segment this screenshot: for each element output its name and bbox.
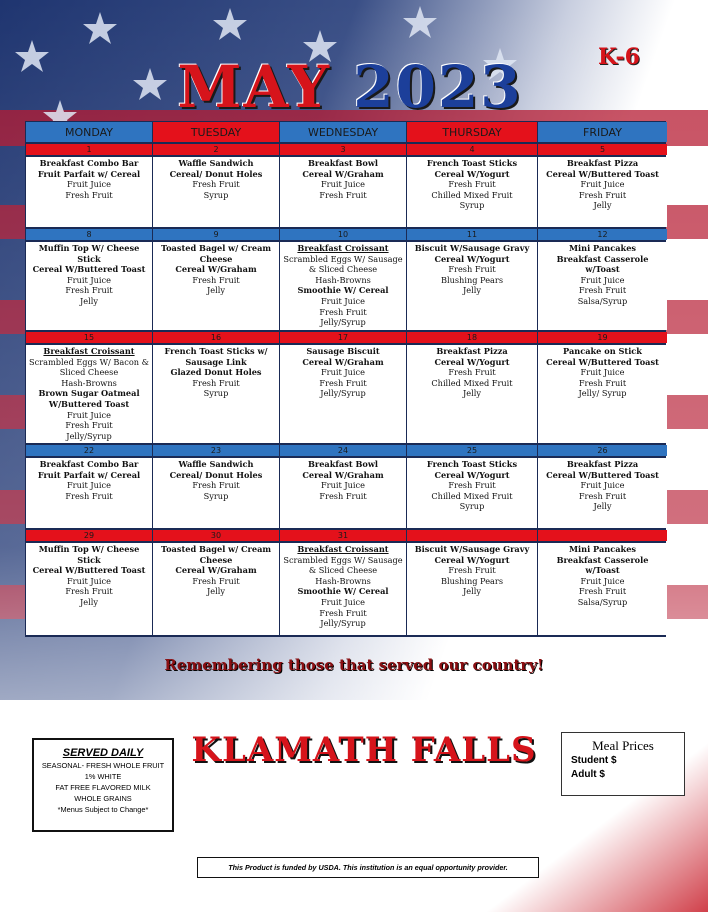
menu-day-cell bbox=[280, 242, 406, 330]
date-number bbox=[538, 530, 667, 541]
menu-item: Fresh Fruit bbox=[192, 179, 240, 190]
menu-item: Fresh Fruit bbox=[65, 490, 113, 501]
menu-item: Fruit Juice bbox=[580, 274, 625, 285]
menu-item: Breakfast Combo Bar bbox=[39, 459, 139, 469]
menu-item: Toasted Bagel w/ Cream Cheese bbox=[160, 243, 272, 264]
date-number: 31 bbox=[280, 530, 406, 541]
memorial-message: Remembering those that served our country! bbox=[164, 656, 544, 674]
menu-item: Fruit Juice bbox=[321, 596, 365, 607]
menu-item: Salsa/Syrup bbox=[577, 295, 628, 306]
day-header-thursday: THURSDAY bbox=[407, 122, 537, 142]
menu-item: Cereal W/Buttered Toast bbox=[546, 356, 659, 367]
menu-item: Fresh Fruit bbox=[65, 285, 113, 296]
menu-item: Fresh Fruit bbox=[65, 586, 113, 597]
menu-day-cell bbox=[407, 458, 537, 528]
menu-item: Fruit Juice bbox=[580, 480, 625, 491]
day-header-friday: FRIDAY bbox=[538, 122, 667, 142]
served-daily-item: FAT FREE FLAVORED MILK bbox=[55, 783, 151, 792]
menu-item: Breakfast Casserole w/Toast bbox=[556, 554, 649, 576]
menu-item: Fruit Juice bbox=[321, 367, 365, 378]
menu-item: Jelly bbox=[593, 501, 612, 512]
menu-item: Fresh Fruit bbox=[448, 179, 496, 190]
menu-item: Jelly/Syrup bbox=[320, 317, 366, 328]
menu-item: Cereal W/Yogurt bbox=[434, 168, 510, 179]
menu-item: Mini Pancakes bbox=[568, 243, 637, 253]
menu-item: French Toast Sticks w/ Sausage Link bbox=[164, 346, 268, 367]
menu-item: Chilled Mixed Fruit bbox=[431, 189, 513, 200]
date-number: 24 bbox=[280, 445, 406, 456]
menu-item: Waffle Sandwich bbox=[178, 459, 254, 469]
menu-item: Syrup bbox=[459, 200, 485, 211]
menu-day-cell bbox=[407, 157, 537, 227]
menu-item: Fresh Fruit bbox=[192, 575, 240, 586]
date-number: 25 bbox=[407, 445, 537, 456]
menu-item: Breakfast Pizza bbox=[566, 459, 639, 469]
menu-item: Hash-Browns bbox=[315, 274, 371, 285]
menu-item: Breakfast Bowl bbox=[307, 158, 379, 168]
menu-item: Fresh Fruit bbox=[578, 285, 627, 296]
menu-day-cell bbox=[538, 157, 667, 227]
day-header-tuesday: TUESDAY bbox=[153, 122, 279, 142]
menu-item: Fresh Fruit bbox=[65, 420, 113, 431]
menu-item: Jelly bbox=[463, 285, 481, 296]
date-number: 15 bbox=[26, 332, 152, 343]
menu-day-cell bbox=[407, 242, 537, 330]
menu-day-cell bbox=[280, 458, 406, 528]
menu-day-cell bbox=[26, 157, 152, 227]
date-number: 19 bbox=[538, 332, 667, 343]
menu-item: Fresh Fruit bbox=[448, 367, 496, 378]
menu-day-cell bbox=[26, 345, 152, 443]
served-daily-item: WHOLE GRAINS bbox=[74, 794, 132, 803]
menu-item: Glazed Donut Holes bbox=[170, 367, 262, 378]
date-number: 8 bbox=[26, 229, 152, 240]
menu-item: Fresh Fruit bbox=[319, 189, 367, 200]
served-daily-item: *Menus Subject to Change* bbox=[57, 805, 149, 814]
menu-day-cell bbox=[280, 543, 406, 635]
menu-item: Fresh Fruit bbox=[192, 377, 240, 388]
menu-item: Chilled Mixed Fruit bbox=[431, 490, 513, 501]
menu-item: Jelly/Syrup bbox=[66, 430, 112, 441]
menu-day-cell bbox=[407, 543, 537, 635]
menu-item: Smoothie W/ Cereal bbox=[297, 586, 389, 597]
menu-item: Cereal W/Graham bbox=[302, 356, 384, 367]
menu-item: Scrambled Eggs W/ Bacon & Sliced Cheese bbox=[29, 356, 149, 378]
menu-item: Breakfast Croissant bbox=[297, 544, 389, 554]
served-daily-heading: SERVED DAILY bbox=[62, 747, 144, 759]
date-number: 5 bbox=[538, 144, 667, 155]
menu-calendar bbox=[25, 121, 666, 637]
menu-item: Fresh Fruit bbox=[319, 607, 367, 618]
menu-item: Fresh Fruit bbox=[448, 565, 496, 576]
date-number bbox=[407, 530, 537, 541]
menu-item: Syrup bbox=[203, 388, 229, 399]
menu-item: Fresh Fruit bbox=[319, 306, 367, 317]
menu-day-cell bbox=[538, 242, 667, 330]
menu-item: Cereal W/Buttered Toast bbox=[546, 469, 659, 480]
date-number: 4 bbox=[407, 144, 537, 155]
menu-item: Muffin Top W/ Cheese Stick bbox=[38, 243, 140, 264]
menu-item: Cereal W/Buttered Toast bbox=[32, 565, 146, 576]
menu-item: Cereal W/Yogurt bbox=[434, 469, 510, 480]
menu-item: Jelly/ Syrup bbox=[578, 388, 627, 399]
menu-item: Fruit Juice bbox=[321, 480, 365, 491]
menu-item: Breakfast Pizza bbox=[566, 158, 639, 168]
menu-item: Cereal W/Yogurt bbox=[434, 253, 510, 264]
menu-day-cell bbox=[280, 157, 406, 227]
menu-item: Jelly/Syrup bbox=[320, 618, 366, 629]
menu-item: Cereal W/Graham bbox=[175, 264, 257, 275]
menu-item: French Toast Sticks bbox=[426, 158, 518, 168]
city-name: KLAMATH FALLS bbox=[191, 730, 537, 770]
menu-item: Cereal/ Donut Holes bbox=[169, 469, 263, 480]
menu-day-cell bbox=[153, 157, 279, 227]
menu-day-cell bbox=[26, 543, 152, 635]
menu-item: Fruit Juice bbox=[67, 409, 111, 420]
date-number: 16 bbox=[153, 332, 279, 343]
menu-item: Syrup bbox=[203, 189, 229, 200]
menu-item: Toasted Bagel w/ Cream Cheese bbox=[160, 544, 272, 565]
menu-item: Fruit Juice bbox=[67, 480, 111, 491]
title-year: 2023 bbox=[353, 53, 523, 121]
menu-item: Jelly bbox=[207, 285, 225, 296]
menu-item: Scrambled Eggs W/ Sausage & Sliced Cheese bbox=[283, 554, 403, 576]
menu-item: Fresh Fruit bbox=[192, 274, 240, 285]
menu-item: Fruit Juice bbox=[67, 274, 111, 285]
date-number: 18 bbox=[407, 332, 537, 343]
day-header-wednesday: WEDNESDAY bbox=[280, 122, 406, 142]
menu-item: Jelly bbox=[80, 295, 98, 306]
student-price: Student $ bbox=[571, 755, 617, 766]
menu-item: Breakfast Croissant bbox=[297, 243, 389, 253]
usda-disclaimer: This Product is funded by USDA. This institution is an equal opportunity provider. bbox=[197, 857, 539, 878]
menu-item: Waffle Sandwich bbox=[178, 158, 254, 168]
menu-item: Breakfast Combo Bar bbox=[39, 158, 139, 168]
menu-day-cell bbox=[538, 458, 667, 528]
menu-item: Jelly bbox=[80, 596, 98, 607]
date-number: 30 bbox=[153, 530, 279, 541]
menu-item: Fresh Fruit bbox=[578, 490, 627, 501]
adult-price: Adult $ bbox=[571, 769, 605, 780]
date-number: 1 bbox=[26, 144, 152, 155]
menu-item: Jelly bbox=[463, 388, 481, 399]
menu-item: Cereal W/Graham bbox=[302, 168, 384, 179]
menu-item: Jelly bbox=[463, 586, 481, 597]
menu-item: Fruit Parfait w/ Cereal bbox=[37, 469, 141, 480]
date-number: 12 bbox=[538, 229, 667, 240]
menu-item: Scrambled Eggs W/ Sausage & Sliced Cheese bbox=[283, 253, 403, 275]
grade-label: K-6 bbox=[598, 44, 640, 70]
menu-item: Fruit Juice bbox=[67, 179, 111, 190]
menu-day-cell bbox=[153, 543, 279, 635]
menu-item: Blushing Pears bbox=[440, 575, 504, 586]
menu-day-cell bbox=[26, 458, 152, 528]
menu-item: Sausage Biscuit bbox=[306, 346, 380, 356]
menu-day-cell bbox=[26, 242, 152, 330]
menu-item: French Toast Sticks bbox=[426, 459, 518, 469]
date-number: 11 bbox=[407, 229, 537, 240]
menu-item: Cereal W/Yogurt bbox=[434, 554, 510, 565]
date-number: 26 bbox=[538, 445, 667, 456]
menu-item: Muffin Top W/ Cheese Stick bbox=[38, 544, 140, 565]
date-number: 10 bbox=[280, 229, 406, 240]
menu-item: Fresh Fruit bbox=[319, 377, 367, 388]
date-number: 3 bbox=[280, 144, 406, 155]
menu-item: Hash-Browns bbox=[61, 377, 117, 388]
served-daily-box bbox=[32, 738, 174, 832]
menu-item: Cereal/ Donut Holes bbox=[169, 168, 263, 179]
menu-item: Pancake on Stick bbox=[563, 346, 642, 356]
menu-item: Jelly bbox=[207, 586, 225, 597]
menu-item: Cereal W/Buttered Toast bbox=[546, 168, 659, 179]
menu-item: Fruit Juice bbox=[580, 367, 625, 378]
menu-item: Fruit Juice bbox=[67, 575, 111, 586]
menu-day-cell bbox=[153, 242, 279, 330]
day-header-monday: MONDAY bbox=[26, 122, 152, 142]
menu-item: Salsa/Syrup bbox=[577, 596, 628, 607]
date-number: 9 bbox=[153, 229, 279, 240]
menu-item: Cereal W/Graham bbox=[302, 469, 384, 480]
menu-item: Jelly bbox=[593, 200, 612, 211]
menu-item: Fruit Juice bbox=[580, 179, 625, 190]
menu-item: Cereal W/Graham bbox=[175, 565, 257, 576]
served-daily-item: SEASONAL- FRESH WHOLE FRUIT bbox=[41, 761, 165, 770]
menu-day-cell bbox=[280, 345, 406, 443]
menu-item: Cereal W/Buttered Toast bbox=[32, 264, 146, 275]
date-number: 2 bbox=[153, 144, 279, 155]
menu-item: Fresh Fruit bbox=[448, 480, 496, 491]
menu-item: Fresh Fruit bbox=[578, 586, 627, 597]
menu-item: Fresh Fruit bbox=[578, 189, 627, 200]
menu-day-cell bbox=[538, 345, 667, 443]
menu-item: Cereal W/Yogurt bbox=[434, 356, 510, 367]
menu-item: Fresh Fruit bbox=[448, 264, 496, 275]
menu-item: Brown Sugar Oatmeal W/Buttered Toast bbox=[38, 388, 140, 409]
menu-item: Biscuit W/Sausage Gravy bbox=[414, 243, 530, 253]
menu-item: Fresh Fruit bbox=[319, 490, 367, 501]
served-daily-item: 1% WHITE bbox=[84, 772, 122, 781]
title-month: MAY bbox=[177, 53, 332, 121]
menu-day-cell bbox=[407, 345, 537, 443]
menu-item: Fresh Fruit bbox=[192, 480, 240, 491]
date-number: 22 bbox=[26, 445, 152, 456]
menu-item: Breakfast Casserole w/Toast bbox=[556, 253, 649, 275]
menu-item: Fruit Juice bbox=[321, 295, 365, 306]
menu-day-cell bbox=[153, 458, 279, 528]
menu-item: Breakfast Croissant bbox=[43, 346, 135, 356]
menu-day-cell bbox=[538, 543, 667, 635]
menu-item: Fruit Juice bbox=[580, 575, 625, 586]
date-number: 17 bbox=[280, 332, 406, 343]
menu-item: Fresh Fruit bbox=[65, 189, 113, 200]
menu-item: Biscuit W/Sausage Gravy bbox=[414, 544, 530, 554]
menu-item: Syrup bbox=[203, 490, 229, 501]
date-number: 29 bbox=[26, 530, 152, 541]
menu-item: Jelly/Syrup bbox=[320, 388, 366, 399]
menu-day-cell bbox=[153, 345, 279, 443]
menu-item: Fruit Juice bbox=[321, 179, 365, 190]
menu-item: Hash-Browns bbox=[315, 575, 371, 586]
menu-item: Breakfast Pizza bbox=[436, 346, 508, 356]
meal-prices-box bbox=[561, 732, 685, 796]
menu-item: Chilled Mixed Fruit bbox=[431, 377, 513, 388]
menu-item: Smoothie W/ Cereal bbox=[297, 285, 389, 296]
menu-item: Breakfast Bowl bbox=[307, 459, 379, 469]
menu-item: Fruit Parfait w/ Cereal bbox=[37, 168, 141, 179]
menu-item: Blushing Pears bbox=[440, 274, 504, 285]
menu-item: Mini Pancakes bbox=[568, 544, 637, 554]
meal-prices-heading: Meal Prices bbox=[592, 738, 654, 753]
date-number: 23 bbox=[153, 445, 279, 456]
menu-item: Syrup bbox=[459, 501, 485, 512]
menu-item: Fresh Fruit bbox=[578, 377, 627, 388]
page-title bbox=[160, 52, 540, 122]
